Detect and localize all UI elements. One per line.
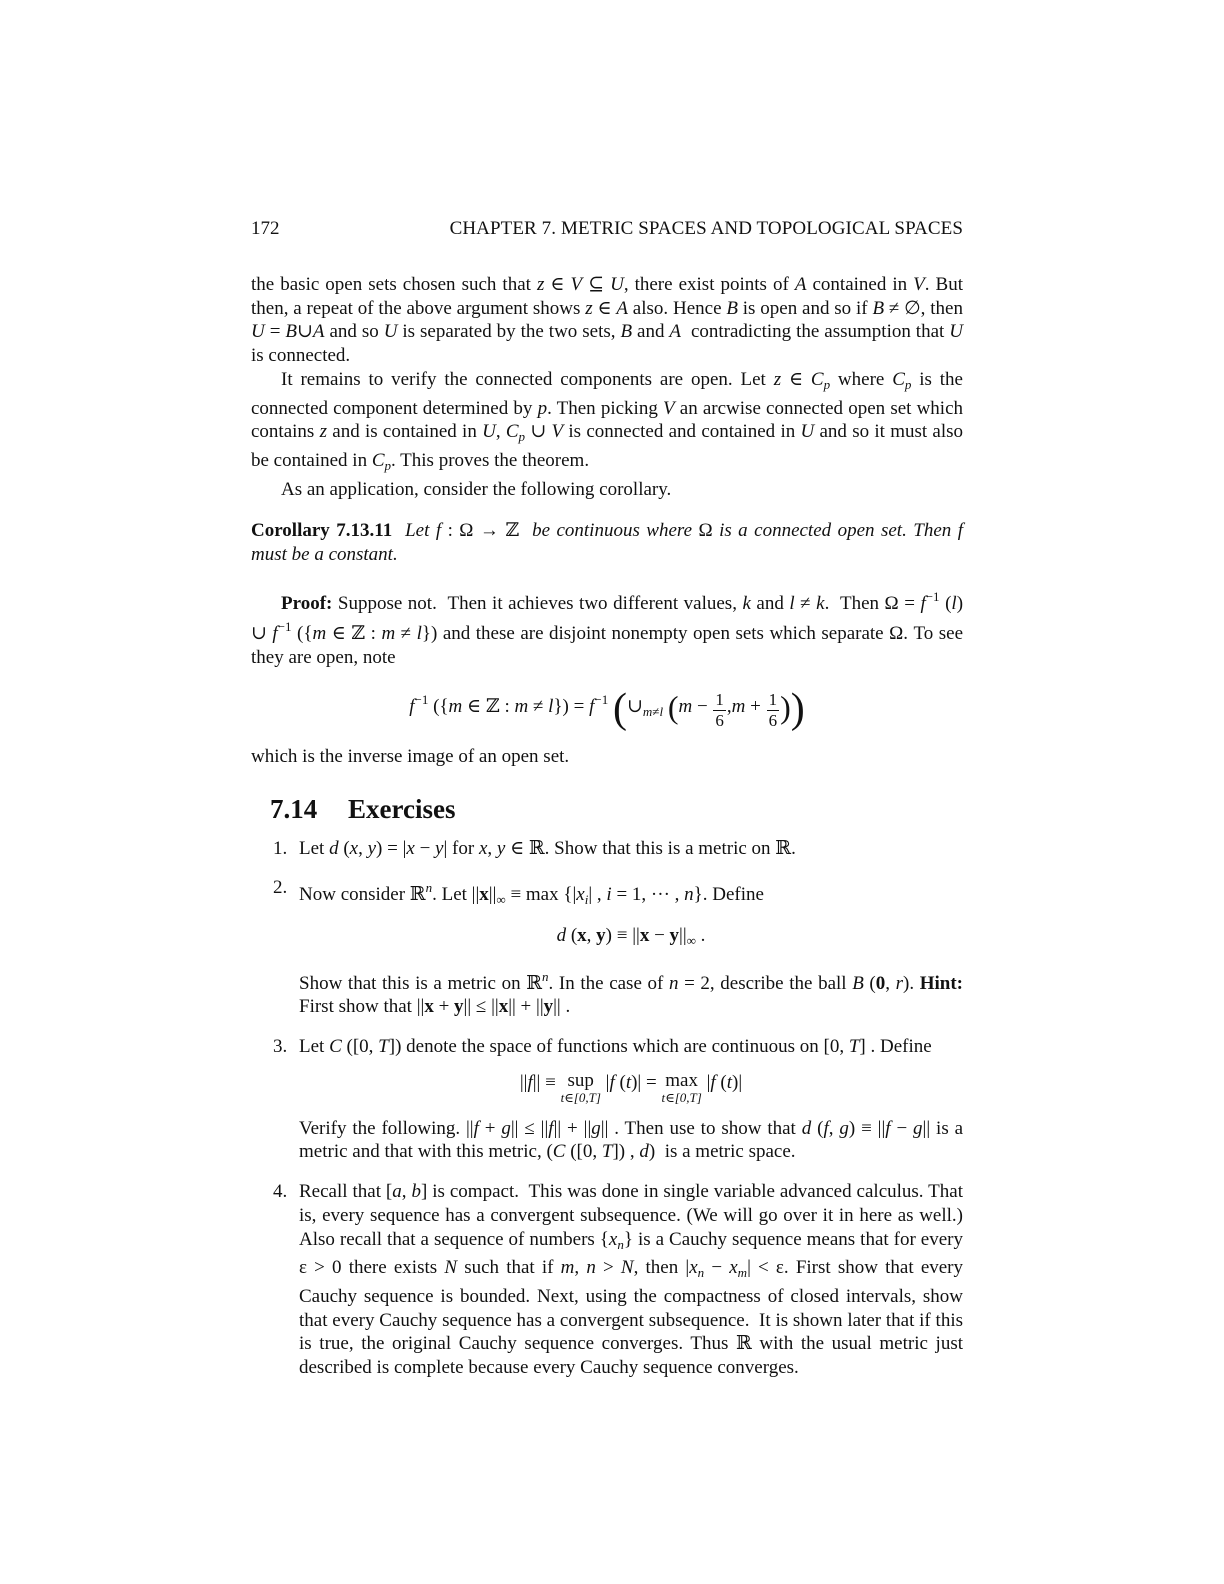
exercise-number: 2. — [273, 877, 288, 899]
exercise-text: Let C ([0, T]) denote the space of functions which are continuous on [0, T] . Define — [299, 1036, 932, 1058]
exercise-text: Show that this is a metric on ℝ$^n$. In the case of n = 2, describe the ball B (0, r). Hint: First show that ||x + y|| ≤ ||x|| + ||y|| . — [299, 968, 964, 1018]
corollary-label: Corollary 7.13.11 — [251, 520, 393, 542]
exercise-number: 3. — [273, 1036, 288, 1058]
section-heading — [270, 791, 963, 827]
hint-label: Hint: — [919, 972, 964, 994]
exercise-number: 1. — [273, 837, 288, 859]
exercise-list — [251, 837, 963, 1380]
metric-definition-equation: d (x, $y) \equiv ||x - y||_\infty$ . — [556, 924, 706, 948]
section-title: Exercises — [348, 793, 456, 824]
exercise-text: Let d (x, y) = |x − y| for x, y ∈ ℝ. Show that this is a metric on ℝ. — [299, 837, 796, 859]
page-body — [251, 273, 963, 1396]
exercise-text: Now consider ℝ$^n$. Let $||x||_\infty \equiv \max \{|x_i|$ , i = 1, ··· , n}. Define — [299, 880, 764, 908]
exercise-item — [251, 1035, 963, 1164]
exercise-item — [251, 876, 963, 1019]
running-header — [251, 218, 963, 246]
chapter-title: CHAPTER 7. METRIC SPACES AND TOPOLOGICAL SPACES — [449, 218, 963, 239]
section-number: 7.14 — [270, 793, 318, 824]
components-open-paragraph: It remains to verify the connected components are open. Let z ∈ $C_p$ where $C_p$ is the connected component determined by p. Then picking V an arcwise connected open set which contains z and is contained in U, $C_p$ ∪ V is connected and contained in U and so it must also be contained in $C_p$. This proves the theorem. — [251, 368, 964, 473]
exercise-item — [251, 1180, 963, 1380]
corollary: Corollary 7.13.11 Let f : Ω → ℤ be continuous where Ω is a connected open set. Then f must be a constant. — [251, 520, 964, 566]
exercise-text: Verify the following. ||f + g|| ≤ ||f|| + ||g|| . Then use to show that d (f, g) ≡ ||f − g|| is a metric and that with this metric, (C ([0, T]) , d) is a metric space. — [299, 1117, 964, 1163]
page-number: 172 — [251, 218, 280, 239]
proof-paragraph: Proof: Suppose not. Then it achieves two different values, k and l ≠ k. Then $\Omega = f^{-1}$ (l) ∪ $f^{-1}$ ({m ∈ ℤ : m ≠ l}) and these are disjoint nonempty open sets which separate Ω. To see they are open, note — [251, 588, 964, 669]
exercise-item — [251, 837, 963, 861]
proof-label: Proof: — [281, 592, 333, 614]
continuation-paragraph: the basic open sets chosen such that z ∈ V ⊆ U, there exist points of A contained in V. But then, a repeat of the above argument shows z ∈ A also. Hence B is open and so if B ≠ ∅, then U = B∪A and so U is separated by the two sets, B and A contradicting the assumption that U is connected. — [251, 274, 964, 367]
proof-conclusion: which is the inverse image of an open set. — [251, 745, 570, 767]
inverse-image-equation: $f^{-1}$ ({m ∈ ℤ : $m \ne l\}) = f^{-1}$ ($\cup_{m\ne l}$ (m − $\frac{1}{6}$ ,m + $\frac{1}{6}$ )) — [409, 685, 805, 732]
exercise-number: 4. — [273, 1181, 288, 1203]
sup-norm-equation: ||f|| ≡ sup t∈[0,T] |f (t)| = max t∈[0,T] |f (t)| — [519, 1069, 743, 1105]
exercise-text: Recall that [a, b] is compact. This was done in single variable advanced calculus. That is, every sequence has a convergent subsequence. (We will go over it in here as well.) Also recall that a sequence of numbers $\{x_n\}$ is a Cauchy sequence means that for every ε > 0 there exists N such that if m, n > N, then $|x_n - x_m| < \varepsilon$. First show that every Cauchy sequence is bounded. Next, using the compactness of closed intervals, show that every Cauchy sequence has a convergent subsequence. It is shown later that if this is true, the original Cauchy sequence converges. Thus ℝ with the usual metric just described is complete because every Cauchy sequence converges. — [299, 1181, 964, 1379]
application-paragraph: As an application, consider the following corollary. — [281, 478, 672, 500]
